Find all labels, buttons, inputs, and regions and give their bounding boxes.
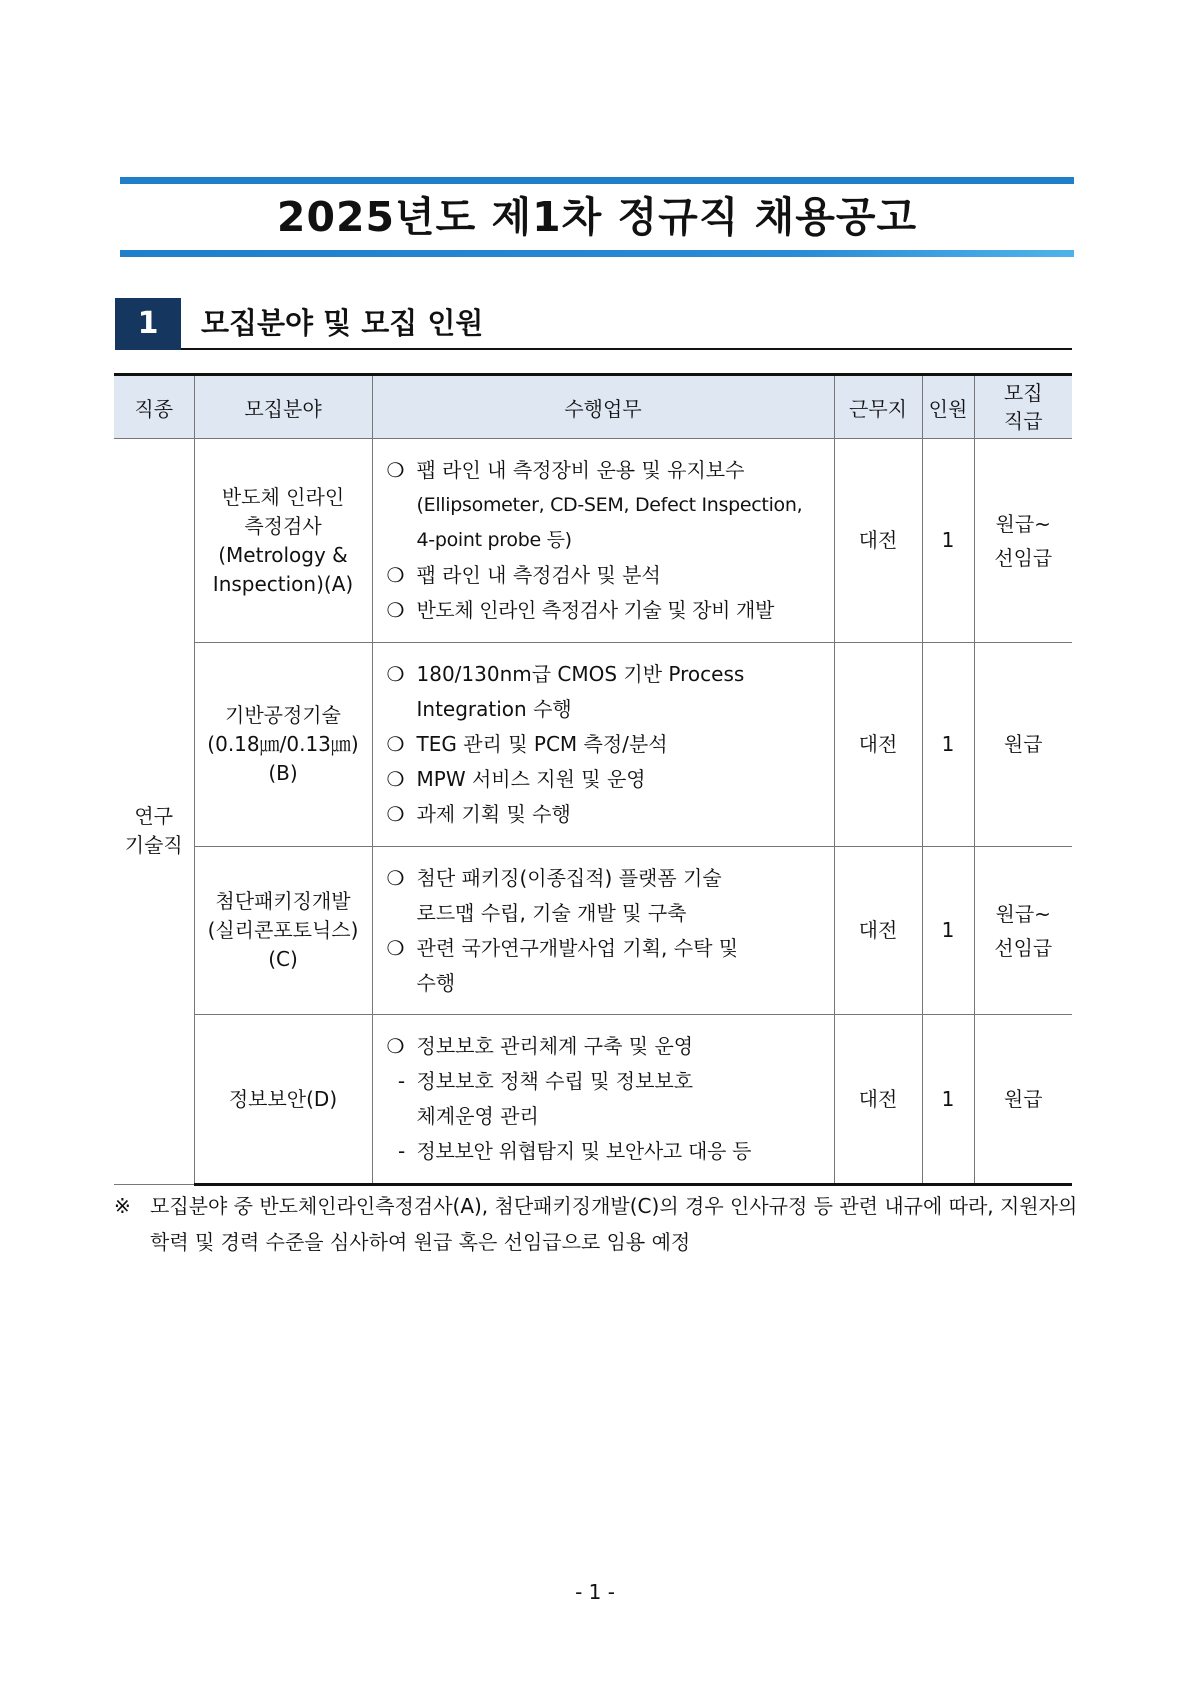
rank-line: 원급 (1003, 1086, 1043, 1111)
rank-line: 원급 (1003, 732, 1043, 756)
header-rank-line2: 직급 (1003, 409, 1043, 433)
header-field: 모집분야 (194, 375, 372, 439)
duties-cell (372, 1015, 834, 1185)
circle-bullet-icon: ❍ (386, 662, 405, 686)
location-cell: 대전 (834, 1015, 922, 1185)
rank-line: 선임급 (994, 545, 1053, 570)
section-heading (115, 298, 1072, 350)
duty-item: ❍ 과제 기획 및 수행 (387, 797, 826, 832)
job-type-cell (114, 439, 194, 1185)
duties-cell (372, 439, 834, 643)
recruitment-table (114, 373, 1072, 1186)
location-cell: 대전 (834, 439, 922, 643)
duty-item: ❍ 팹 라인 내 측정장비 운용 및 유지보수 (387, 453, 826, 488)
duty-item: 4-point probe 등) (416, 529, 572, 551)
circle-bullet-icon: ❍ (386, 598, 405, 622)
circle-bullet-icon: ❍ (386, 935, 405, 960)
circle-bullet-icon: ❍ (386, 865, 405, 890)
document-title-block (120, 177, 1074, 257)
header-duties: 수행업무 (372, 375, 834, 439)
section-number: 1 (115, 298, 181, 350)
table-header-row (114, 375, 1072, 439)
field-cell (194, 847, 372, 1015)
duty-item: ❍ 관련 국가연구개발사업 기획, 수탁 및 (387, 931, 826, 966)
duty-item: ❍ 180/130nm급 CMOS 기반 Process (387, 657, 826, 692)
count-cell: 1 (922, 643, 974, 847)
footnote-text: 모집분야 중 반도체인라인측정검사(A), 첨단패키징개발(C)의 경우 인사규정 등 관련 내규에 따라, 지원자의 학력 및 경력 수준을 심사하여 원급 혹은 선임급으로 임용 예정 (150, 1194, 1078, 1254)
duty-subitem: - 정보보호 정책 수립 및 정보보호 (387, 1064, 826, 1099)
rank-cell (974, 847, 1072, 1015)
field-line: (실리콘포토닉스) (207, 918, 359, 942)
location-cell: 대전 (834, 847, 922, 1015)
duty-item: ❍ 정보보호 관리체계 구축 및 운영 (387, 1029, 826, 1064)
duty-item: ❍ 반도체 인라인 측정검사 기술 및 장비 개발 (387, 593, 826, 628)
document-title: 2025년도 제1차 정규직 채용공고 (276, 193, 918, 241)
section-underline (181, 348, 1072, 350)
header-job-type: 직종 (114, 375, 194, 439)
field-line: (C) (268, 947, 298, 971)
field-line: (Metrology & (218, 542, 348, 567)
duties-cell (372, 847, 834, 1015)
field-line: (0.18㎛/0.13㎛) (207, 732, 359, 756)
duties-cell (372, 643, 834, 847)
duty-item: 수행 (416, 970, 456, 995)
table-row (114, 847, 1072, 1015)
section-title: 모집분야 및 모집 인원 (201, 306, 484, 340)
count-cell: 1 (922, 1015, 974, 1185)
count-cell: 1 (922, 439, 974, 643)
duty-item: ❍ 팹 라인 내 측정검사 및 분석 (387, 558, 826, 593)
rank-cell (974, 439, 1072, 643)
duty-item: (Ellipsometer, CD-SEM, Defect Inspection, (416, 494, 803, 516)
circle-bullet-icon: ❍ (386, 802, 405, 826)
footnote (114, 1188, 1084, 1260)
header-rank (974, 375, 1072, 439)
field-cell (194, 643, 372, 847)
circle-bullet-icon: ❍ (386, 767, 405, 791)
dash-bullet-icon: - (398, 1139, 405, 1163)
rank-line: 원급~ (995, 511, 1051, 536)
duty-item: ❍ MPW 서비스 지원 및 운영 (387, 762, 826, 797)
field-line: 반도체 인라인 (221, 484, 345, 509)
table-row (114, 643, 1072, 847)
field-cell (194, 1015, 372, 1185)
job-type-line2: 기술직 (124, 832, 183, 857)
duty-item: ❍ 첨단 패키징(이종집적) 플랫폼 기술 (387, 861, 826, 896)
rank-line: 선임급 (994, 935, 1053, 960)
duty-item: ❍ TEG 관리 및 PCM 측정/분석 (387, 727, 826, 762)
circle-bullet-icon: ❍ (386, 732, 405, 756)
duty-subitem: - 정보보안 위협탐지 및 보안사고 대응 등 (387, 1134, 826, 1169)
duty-subitem: 체계운영 관리 (416, 1104, 539, 1128)
dash-bullet-icon: - (397, 1069, 406, 1093)
circle-bullet-icon: ❍ (386, 1034, 405, 1058)
duty-item: Integration 수행 (416, 697, 572, 721)
header-count: 인원 (922, 375, 974, 439)
field-line: 정보보안(D) (228, 1086, 338, 1111)
field-line: (B) (268, 761, 298, 785)
field-cell (194, 439, 372, 643)
field-line: 기반공정기술 (225, 703, 341, 727)
job-type-line1: 연구 (134, 803, 174, 828)
rank-line: 원급~ (995, 901, 1051, 926)
count-cell: 1 (922, 847, 974, 1015)
circle-bullet-icon: ❍ (386, 563, 405, 587)
location-cell: 대전 (834, 643, 922, 847)
table-row (114, 1015, 1072, 1185)
rank-cell (974, 643, 1072, 847)
table-row (114, 439, 1072, 643)
title-top-bar (120, 177, 1074, 184)
field-line: 측정검사 (244, 513, 322, 538)
header-location: 근무지 (834, 375, 922, 439)
field-line: Inspection)(A) (212, 571, 354, 596)
reference-mark-icon: ※ (114, 1194, 131, 1218)
duty-item: 로드맵 수립, 기술 개발 및 구축 (416, 900, 687, 925)
field-line: 첨단패키징개발 (215, 889, 351, 913)
page-number: - 1 - (575, 1580, 615, 1604)
rank-cell (974, 1015, 1072, 1185)
circle-bullet-icon: ❍ (386, 458, 405, 482)
header-rank-line1: 모집 (1003, 381, 1043, 405)
title-bottom-bar (120, 250, 1074, 257)
